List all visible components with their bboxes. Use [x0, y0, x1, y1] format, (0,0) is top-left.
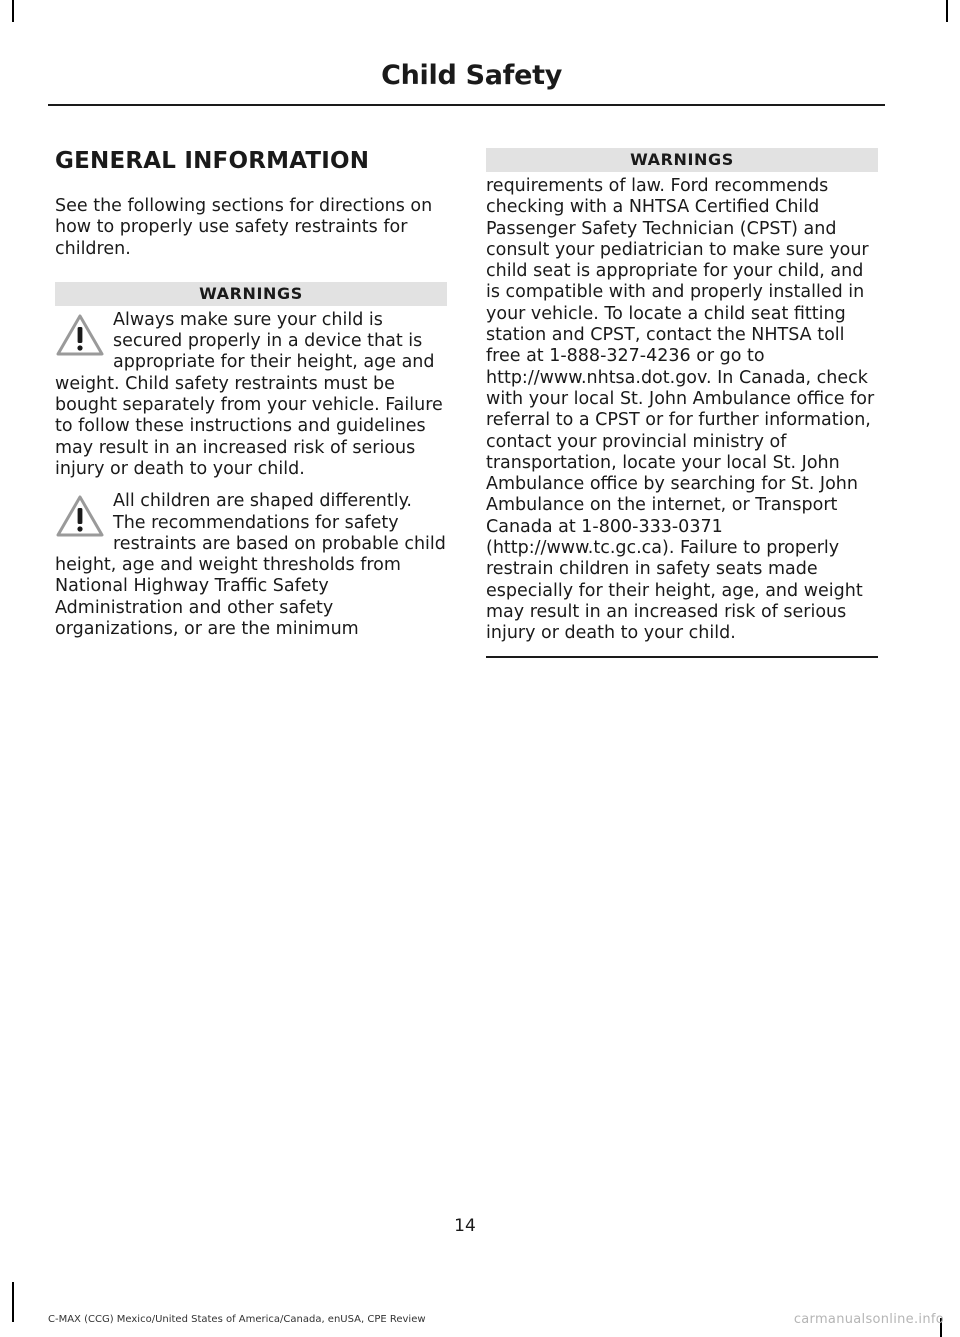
warning-text: All children are shaped differently. The recommendations for safety restraints are based on probable child height, age and weight thresholds from National Highway Traffic Safety Administration and other safety organizations, or are the minimum	[55, 491, 446, 640]
warning-continuation	[486, 176, 878, 645]
intro-paragraph: See the following sections for directions on how to properly use safety restraints for children.	[55, 196, 433, 259]
warning-text: requirements of law. Ford recommends checking with a NHTSA Certified Child Passenger Safety Technician (CPST) and consult your pediatrician to make sure your child seat is appropriate for your child, and is compatible with and properly installed in your vehicle. To locate a child seat fitting station and CPST, contact the NHTSA toll free at 1-888-327-4236 or go to http://www.nhtsa.dot.gov. In Canada, check with your local St. John Ambulance office for referral to a CPST or for further information, contact your provincial ministry of transportation, locate your local St. John Ambulance office by searching for St. John Ambulance on the internet, or Transport Canada at 1-800-333-0371 (http://www.tc.gc.ca). Failure to properly restrain children in safety seats made especially for their height, age, and weight may result in an increased risk of serious injury or death to your child.	[486, 176, 875, 644]
footer-doc-info: C-MAX (CCG) Mexico/United States of America/Canada, enUSA, CPE Review	[48, 1314, 426, 1325]
page-header-title: Child Safety	[381, 60, 562, 91]
warning-item	[55, 310, 447, 480]
page-number: 14	[454, 1216, 476, 1236]
crop-mark-top-right	[946, 0, 948, 22]
section-heading: GENERAL INFORMATION	[55, 148, 370, 174]
warning-triangle-icon	[55, 494, 105, 538]
warning-text: Always make sure your child is secured properly in a device that is appropriate for their height, age and weight. Child safety restraints must be bought separately from your vehicle. Failure to follow these instructions and guidelines may result in an increased risk of serious injury or death to your child.	[55, 309, 443, 479]
watermark: carmanualsonline.info	[793, 1312, 944, 1327]
right-column	[486, 148, 878, 658]
header-divider	[48, 104, 885, 106]
crop-mark-top-left	[12, 0, 14, 22]
warnings-header: WARNINGS	[55, 282, 447, 306]
warning-triangle-icon	[55, 313, 105, 357]
crop-mark-bottom-left	[12, 1282, 14, 1322]
warnings-end-rule	[486, 656, 878, 658]
warning-item	[55, 491, 447, 640]
warnings-header: WARNINGS	[486, 148, 878, 172]
left-column	[55, 148, 447, 651]
